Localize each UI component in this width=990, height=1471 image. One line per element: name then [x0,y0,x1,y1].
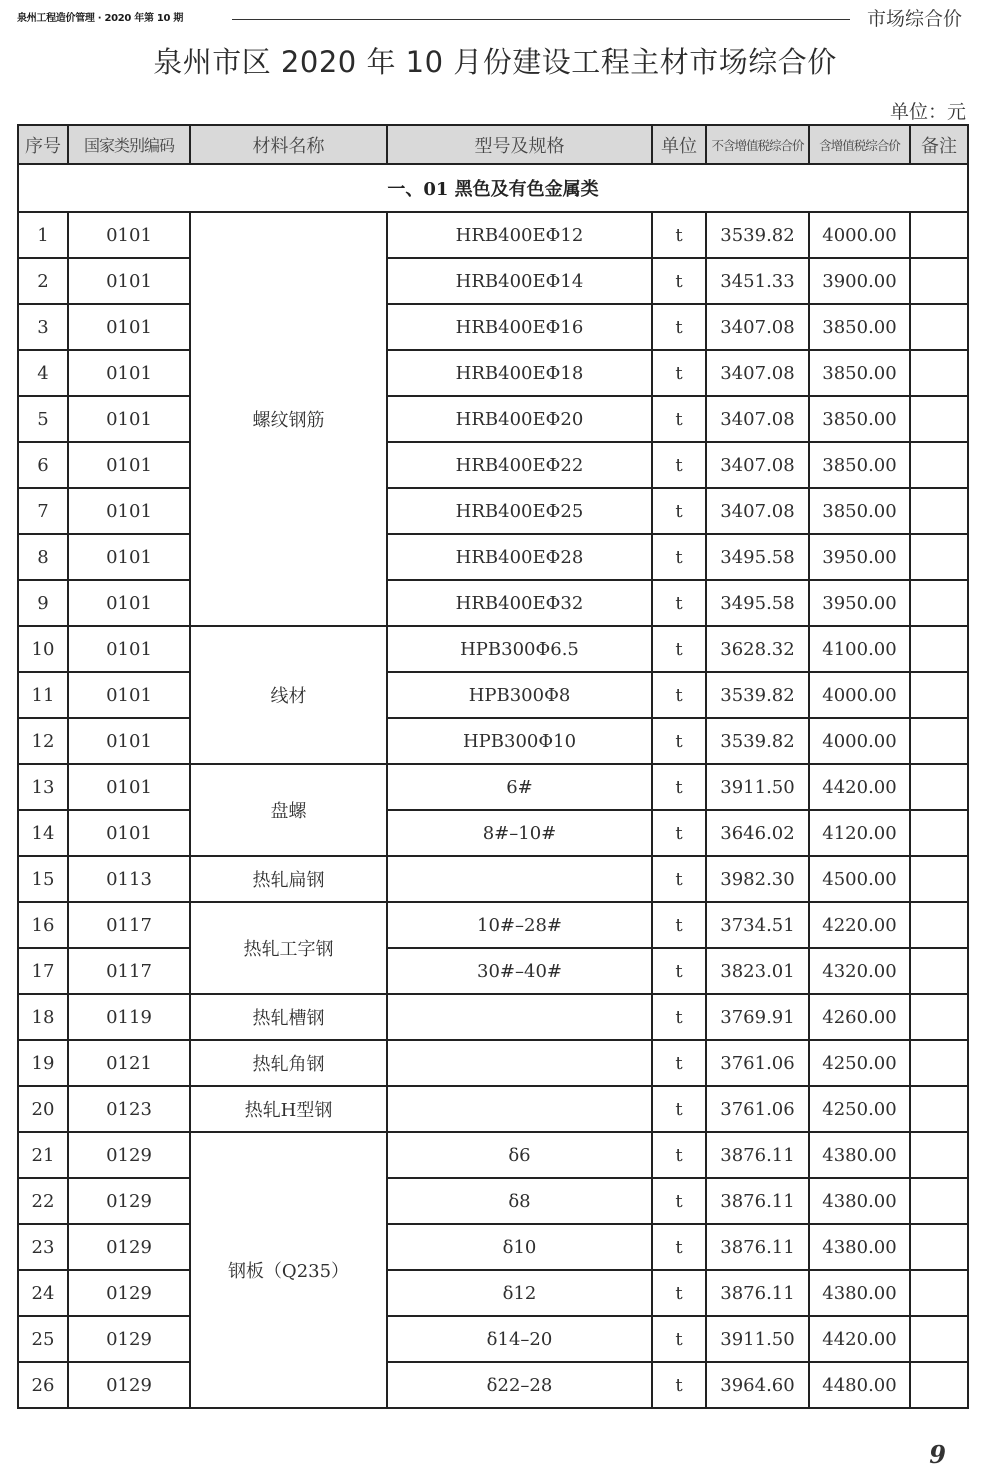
cell-no: 7 [18,488,68,534]
cell-spec: δ14–20 [387,1316,652,1362]
cell-price-ex-tax: 3539.82 [706,718,809,764]
table-row [18,994,968,1040]
cell-no: 20 [18,1086,68,1132]
cell-spec [387,1086,652,1132]
cell-no: 14 [18,810,68,856]
table-row [18,350,968,396]
cell-spec [387,856,652,902]
cell-price-inc-tax: 4500.00 [809,856,910,902]
section-title: 一、01 黑色及有色金属类 [18,164,968,212]
cell-no: 2 [18,258,68,304]
cell-spec: HRB400EΦ12 [387,212,652,258]
table-row [18,534,968,580]
cell-note [910,902,968,948]
cell-price-ex-tax: 3734.51 [706,902,809,948]
cell-note [910,350,968,396]
cell-price-ex-tax: 3451.33 [706,258,809,304]
header-price-ex-tax: 不含增值税综合价 [706,125,809,164]
table-row [18,1362,968,1408]
cell-code: 0101 [68,350,190,396]
cell-spec: HRB400EΦ16 [387,304,652,350]
cell-note [910,580,968,626]
cell-no: 6 [18,442,68,488]
cell-price-inc-tax: 3850.00 [809,396,910,442]
cell-spec: δ8 [387,1178,652,1224]
cell-code: 0101 [68,672,190,718]
cell-unit: t [652,994,706,1040]
cell-price-ex-tax: 3911.50 [706,1316,809,1362]
cell-note [910,534,968,580]
cell-code: 0101 [68,626,190,672]
header-price-inc-tax: 含增值税综合价 [809,125,910,164]
cell-code: 0101 [68,488,190,534]
cell-unit: t [652,396,706,442]
unit-note: 单位：元 [889,101,966,123]
cell-unit: t [652,1316,706,1362]
table-row [18,1316,968,1362]
cell-no: 16 [18,902,68,948]
cell-price-inc-tax: 3850.00 [809,442,910,488]
cell-code: 0101 [68,580,190,626]
cell-price-inc-tax: 4420.00 [809,764,910,810]
cell-price-ex-tax: 3964.60 [706,1362,809,1408]
journal-issue: 泉州工程造价管理 · 2020 年第 10 期 [17,13,184,24]
cell-no: 12 [18,718,68,764]
cell-price-ex-tax: 3876.11 [706,1132,809,1178]
cell-unit: t [652,258,706,304]
cell-price-ex-tax: 3628.32 [706,626,809,672]
cell-spec: HPB300Φ10 [387,718,652,764]
table-row [18,810,968,856]
cell-note [910,718,968,764]
cell-unit: t [652,212,706,258]
cell-no: 17 [18,948,68,994]
cell-unit: t [652,442,706,488]
cell-no: 24 [18,1270,68,1316]
cell-note [910,488,968,534]
cell-price-ex-tax: 3539.82 [706,212,809,258]
cell-no: 26 [18,1362,68,1408]
table-row [18,396,968,442]
table-row [18,902,968,948]
cell-material-name: 热轧H型钢 [190,1086,387,1132]
cell-no: 21 [18,1132,68,1178]
cell-price-ex-tax: 3876.11 [706,1224,809,1270]
cell-material-name: 螺纹钢筋 [190,212,387,626]
cell-price-ex-tax: 3646.02 [706,810,809,856]
cell-note [910,1362,968,1408]
cell-spec: HRB400EΦ25 [387,488,652,534]
cell-material-name: 热轧扁钢 [190,856,387,902]
table-header-row [18,125,968,164]
page-number: 9 [929,1440,946,1469]
cell-code: 0129 [68,1270,190,1316]
cell-code: 0129 [68,1178,190,1224]
cell-price-inc-tax: 4120.00 [809,810,910,856]
cell-no: 9 [18,580,68,626]
cell-code: 0101 [68,304,190,350]
cell-spec: HPB300Φ6.5 [387,626,652,672]
cell-unit: t [652,626,706,672]
cell-note [910,442,968,488]
cell-unit: t [652,902,706,948]
cell-price-inc-tax: 4000.00 [809,718,910,764]
cell-no: 18 [18,994,68,1040]
cell-note [910,1086,968,1132]
cell-price-ex-tax: 3495.58 [706,534,809,580]
cell-unit: t [652,810,706,856]
cell-price-ex-tax: 3407.08 [706,304,809,350]
header-code: 国家类别编码 [68,125,190,164]
cell-code: 0101 [68,534,190,580]
cell-spec: HPB300Φ8 [387,672,652,718]
cell-code: 0123 [68,1086,190,1132]
cell-unit: t [652,1086,706,1132]
cell-spec: 10#–28# [387,902,652,948]
table-row [18,442,968,488]
section-row [18,164,968,212]
table-row [18,1086,968,1132]
table-row [18,626,968,672]
cell-price-inc-tax: 3850.00 [809,304,910,350]
cell-price-ex-tax: 3982.30 [706,856,809,902]
cell-no: 10 [18,626,68,672]
cell-spec: δ22–28 [387,1362,652,1408]
cell-unit: t [652,1224,706,1270]
cell-price-inc-tax: 4000.00 [809,672,910,718]
cell-code: 0101 [68,212,190,258]
cell-spec: HRB400EΦ32 [387,580,652,626]
cell-material-name: 热轧工字钢 [190,902,387,994]
cell-spec [387,994,652,1040]
table-row [18,212,968,258]
cell-no: 13 [18,764,68,810]
cell-code: 0117 [68,948,190,994]
cell-price-ex-tax: 3911.50 [706,764,809,810]
header-spec: 型号及规格 [387,125,652,164]
cell-price-ex-tax: 3876.11 [706,1178,809,1224]
cell-unit: t [652,1132,706,1178]
cell-note [910,1132,968,1178]
cell-unit: t [652,488,706,534]
cell-spec: HRB400EΦ20 [387,396,652,442]
page-title: 泉州市区 2020 年 10 月份建设工程主材市场综合价 [153,45,837,79]
cell-material-name: 热轧角钢 [190,1040,387,1086]
cell-spec: δ12 [387,1270,652,1316]
cell-price-inc-tax: 4480.00 [809,1362,910,1408]
cell-code: 0101 [68,718,190,764]
table-row [18,718,968,764]
table-row [18,580,968,626]
header-material: 材料名称 [190,125,387,164]
cell-unit: t [652,304,706,350]
cell-material-name: 盘螺 [190,764,387,856]
cell-note [910,1040,968,1086]
cell-price-inc-tax: 4380.00 [809,1224,910,1270]
cell-note [910,1178,968,1224]
cell-price-inc-tax: 4380.00 [809,1178,910,1224]
cell-price-inc-tax: 3950.00 [809,580,910,626]
cell-unit: t [652,764,706,810]
cell-note [910,672,968,718]
cell-price-inc-tax: 4000.00 [809,212,910,258]
cell-note [910,764,968,810]
table-row [18,672,968,718]
cell-note [910,810,968,856]
table-row [18,1224,968,1270]
table-row [18,948,968,994]
cell-no: 4 [18,350,68,396]
cell-material-name: 线材 [190,626,387,764]
cell-price-ex-tax: 3407.08 [706,442,809,488]
cell-unit: t [652,718,706,764]
header-unit: 单位 [652,125,706,164]
cell-spec: HRB400EΦ22 [387,442,652,488]
cell-note [910,1316,968,1362]
cell-no: 11 [18,672,68,718]
table-row [18,258,968,304]
cell-price-ex-tax: 3539.82 [706,672,809,718]
cell-note [910,212,968,258]
cell-unit: t [652,672,706,718]
cell-price-inc-tax: 4380.00 [809,1132,910,1178]
cell-price-inc-tax: 4100.00 [809,626,910,672]
cell-code: 0101 [68,258,190,304]
cell-no: 5 [18,396,68,442]
cell-price-ex-tax: 3407.08 [706,350,809,396]
table-row [18,1270,968,1316]
cell-note [910,626,968,672]
cell-spec: 6# [387,764,652,810]
cell-code: 0101 [68,764,190,810]
table-row [18,1040,968,1086]
cell-price-inc-tax: 4380.00 [809,1270,910,1316]
cell-note [910,1224,968,1270]
cell-note [910,1270,968,1316]
cell-code: 0117 [68,902,190,948]
cell-note [910,994,968,1040]
cell-price-inc-tax: 4250.00 [809,1086,910,1132]
cell-unit: t [652,350,706,396]
cell-unit: t [652,856,706,902]
cell-code: 0129 [68,1362,190,1408]
table-row [18,1178,968,1224]
cell-spec: 30#–40# [387,948,652,994]
cell-spec: 8#–10# [387,810,652,856]
header-no: 序号 [18,125,68,164]
cell-spec: δ10 [387,1224,652,1270]
cell-code: 0101 [68,810,190,856]
cell-no: 1 [18,212,68,258]
cell-note [910,396,968,442]
cell-price-inc-tax: 4260.00 [809,994,910,1040]
cell-price-ex-tax: 3823.01 [706,948,809,994]
cell-material-name: 热轧槽钢 [190,994,387,1040]
cell-code: 0129 [68,1132,190,1178]
header-rule [232,19,850,20]
cell-unit: t [652,1040,706,1086]
cell-price-ex-tax: 3495.58 [706,580,809,626]
cell-material-name: 钢板（Q235） [190,1132,387,1408]
cell-price-inc-tax: 4220.00 [809,902,910,948]
cell-no: 8 [18,534,68,580]
cell-no: 22 [18,1178,68,1224]
cell-code: 0121 [68,1040,190,1086]
cell-code: 0119 [68,994,190,1040]
cell-note [910,304,968,350]
cell-price-ex-tax: 3876.11 [706,1270,809,1316]
cell-spec [387,1040,652,1086]
cell-price-inc-tax: 4250.00 [809,1040,910,1086]
cell-code: 0101 [68,396,190,442]
cell-price-inc-tax: 3950.00 [809,534,910,580]
cell-unit: t [652,1270,706,1316]
table-row [18,488,968,534]
cell-code: 0129 [68,1316,190,1362]
cell-no: 3 [18,304,68,350]
cell-price-ex-tax: 3407.08 [706,396,809,442]
cell-unit: t [652,1178,706,1224]
cell-unit: t [652,580,706,626]
cell-note [910,258,968,304]
table-row [18,856,968,902]
price-table [17,124,969,1409]
cell-no: 25 [18,1316,68,1362]
cell-no: 15 [18,856,68,902]
cell-price-ex-tax: 3769.91 [706,994,809,1040]
cell-spec: HRB400EΦ18 [387,350,652,396]
cell-price-inc-tax: 4320.00 [809,948,910,994]
cell-spec: HRB400EΦ14 [387,258,652,304]
cell-price-inc-tax: 4420.00 [809,1316,910,1362]
cell-unit: t [652,1362,706,1408]
cell-code: 0101 [68,442,190,488]
table-row [18,1132,968,1178]
cell-price-inc-tax: 3900.00 [809,258,910,304]
header-note: 备注 [910,125,968,164]
cell-price-inc-tax: 3850.00 [809,488,910,534]
running-head [17,4,962,30]
cell-no: 19 [18,1040,68,1086]
cell-code: 0113 [68,856,190,902]
table-row [18,764,968,810]
cell-no: 23 [18,1224,68,1270]
table-row [18,304,968,350]
cell-unit: t [652,948,706,994]
cell-price-inc-tax: 3850.00 [809,350,910,396]
cell-spec: HRB400EΦ28 [387,534,652,580]
cell-price-ex-tax: 3407.08 [706,488,809,534]
cell-note [910,948,968,994]
cell-code: 0129 [68,1224,190,1270]
cell-spec: δ6 [387,1132,652,1178]
section-label: 市场综合价 [866,8,962,30]
cell-price-ex-tax: 3761.06 [706,1086,809,1132]
cell-unit: t [652,534,706,580]
cell-note [910,856,968,902]
cell-price-ex-tax: 3761.06 [706,1040,809,1086]
